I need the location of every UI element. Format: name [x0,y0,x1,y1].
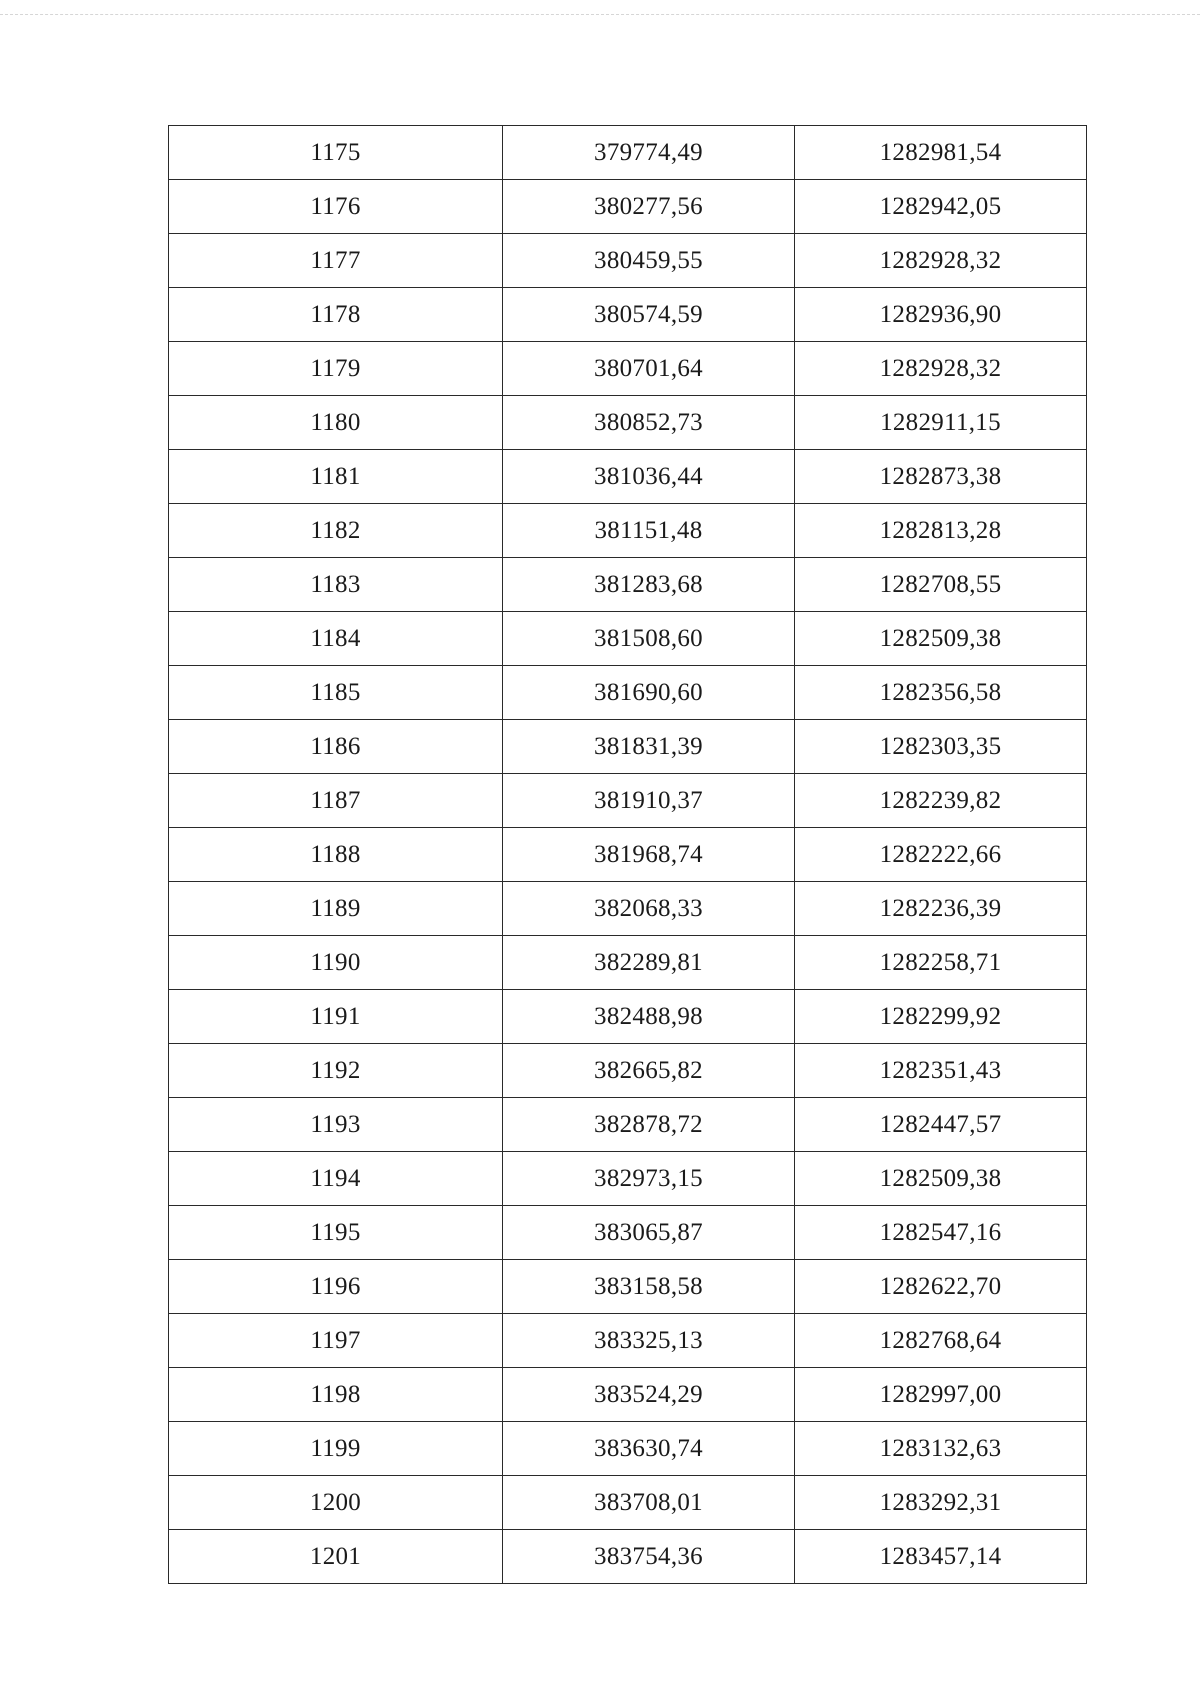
x-coordinate-cell: 383708,01 [503,1476,795,1530]
point-number-cell: 1185 [169,666,503,720]
point-number-cell: 1180 [169,396,503,450]
table-row [169,126,1087,180]
y-coordinate-cell: 1282236,39 [795,882,1087,936]
table-row [169,990,1087,1044]
y-coordinate-cell: 1283132,63 [795,1422,1087,1476]
y-coordinate-cell: 1282997,00 [795,1368,1087,1422]
point-number-cell: 1177 [169,234,503,288]
x-coordinate-cell: 382068,33 [503,882,795,936]
point-number-cell: 1184 [169,612,503,666]
y-coordinate-cell: 1282942,05 [795,180,1087,234]
point-number-cell: 1195 [169,1206,503,1260]
y-coordinate-cell: 1283457,14 [795,1530,1087,1584]
y-coordinate-cell: 1282356,58 [795,666,1087,720]
point-number-cell: 1179 [169,342,503,396]
point-number-cell: 1194 [169,1152,503,1206]
x-coordinate-cell: 381283,68 [503,558,795,612]
point-number-cell: 1200 [169,1476,503,1530]
y-coordinate-cell: 1282303,35 [795,720,1087,774]
table-row [169,558,1087,612]
x-coordinate-cell: 380574,59 [503,288,795,342]
x-coordinate-cell: 383524,29 [503,1368,795,1422]
table-row [169,882,1087,936]
x-coordinate-cell: 383325,13 [503,1314,795,1368]
x-coordinate-cell: 382289,81 [503,936,795,990]
y-coordinate-cell: 1282813,28 [795,504,1087,558]
coordinates-table-body [169,126,1087,1584]
table-row [169,180,1087,234]
y-coordinate-cell: 1282622,70 [795,1260,1087,1314]
table-row [169,1260,1087,1314]
table-row [169,396,1087,450]
table-row [169,1314,1087,1368]
x-coordinate-cell: 381690,60 [503,666,795,720]
x-coordinate-cell: 380701,64 [503,342,795,396]
table-row [169,1044,1087,1098]
table-row [169,1476,1087,1530]
coordinates-table [168,125,1087,1584]
point-number-cell: 1186 [169,720,503,774]
point-number-cell: 1192 [169,1044,503,1098]
x-coordinate-cell: 381151,48 [503,504,795,558]
y-coordinate-cell: 1282928,32 [795,234,1087,288]
point-number-cell: 1175 [169,126,503,180]
table-row [169,1098,1087,1152]
y-coordinate-cell: 1282239,82 [795,774,1087,828]
point-number-cell: 1188 [169,828,503,882]
x-coordinate-cell: 381508,60 [503,612,795,666]
point-number-cell: 1193 [169,1098,503,1152]
table-row [169,1368,1087,1422]
y-coordinate-cell: 1282547,16 [795,1206,1087,1260]
y-coordinate-cell: 1282911,15 [795,396,1087,450]
x-coordinate-cell: 383630,74 [503,1422,795,1476]
table-row [169,288,1087,342]
y-coordinate-cell: 1282299,92 [795,990,1087,1044]
point-number-cell: 1197 [169,1314,503,1368]
x-coordinate-cell: 381910,37 [503,774,795,828]
point-number-cell: 1191 [169,990,503,1044]
y-coordinate-cell: 1283292,31 [795,1476,1087,1530]
x-coordinate-cell: 380852,73 [503,396,795,450]
table-row [169,774,1087,828]
x-coordinate-cell: 383065,87 [503,1206,795,1260]
y-coordinate-cell: 1282936,90 [795,288,1087,342]
x-coordinate-cell: 382665,82 [503,1044,795,1098]
y-coordinate-cell: 1282509,38 [795,1152,1087,1206]
table-row [169,342,1087,396]
x-coordinate-cell: 382878,72 [503,1098,795,1152]
table-row [169,450,1087,504]
y-coordinate-cell: 1282222,66 [795,828,1087,882]
point-number-cell: 1190 [169,936,503,990]
x-coordinate-cell: 383158,58 [503,1260,795,1314]
y-coordinate-cell: 1282768,64 [795,1314,1087,1368]
point-number-cell: 1189 [169,882,503,936]
x-coordinate-cell: 380459,55 [503,234,795,288]
point-number-cell: 1196 [169,1260,503,1314]
x-coordinate-cell: 381831,39 [503,720,795,774]
x-coordinate-cell: 383754,36 [503,1530,795,1584]
x-coordinate-cell: 382973,15 [503,1152,795,1206]
point-number-cell: 1183 [169,558,503,612]
point-number-cell: 1199 [169,1422,503,1476]
scan-edge-line [0,14,1200,15]
table-row [169,1422,1087,1476]
y-coordinate-cell: 1282981,54 [795,126,1087,180]
table-row [169,1530,1087,1584]
y-coordinate-cell: 1282447,57 [795,1098,1087,1152]
x-coordinate-cell: 380277,56 [503,180,795,234]
y-coordinate-cell: 1282258,71 [795,936,1087,990]
point-number-cell: 1182 [169,504,503,558]
table-row [169,828,1087,882]
x-coordinate-cell: 381968,74 [503,828,795,882]
point-number-cell: 1176 [169,180,503,234]
point-number-cell: 1181 [169,450,503,504]
y-coordinate-cell: 1282873,38 [795,450,1087,504]
x-coordinate-cell: 379774,49 [503,126,795,180]
table-row [169,504,1087,558]
y-coordinate-cell: 1282708,55 [795,558,1087,612]
table-row [169,666,1087,720]
point-number-cell: 1201 [169,1530,503,1584]
table-row [169,1152,1087,1206]
y-coordinate-cell: 1282351,43 [795,1044,1087,1098]
table-row [169,612,1087,666]
table-row [169,936,1087,990]
table-row [169,234,1087,288]
table-row [169,1206,1087,1260]
table-row [169,720,1087,774]
y-coordinate-cell: 1282509,38 [795,612,1087,666]
point-number-cell: 1198 [169,1368,503,1422]
point-number-cell: 1187 [169,774,503,828]
x-coordinate-cell: 381036,44 [503,450,795,504]
x-coordinate-cell: 382488,98 [503,990,795,1044]
y-coordinate-cell: 1282928,32 [795,342,1087,396]
point-number-cell: 1178 [169,288,503,342]
